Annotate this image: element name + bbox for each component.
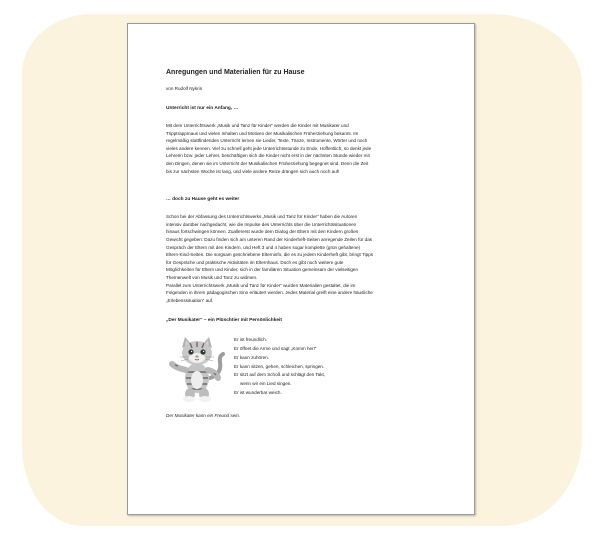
- document-page: [127, 23, 475, 515]
- section-heading-1: Unterricht ist nur ein Anfang, …: [166, 106, 239, 111]
- closing-line: Der Musikater kann ein Freund sein.: [166, 413, 241, 419]
- poem-line: wenn wir ein Lied singen.: [240, 381, 292, 387]
- section-heading-2: … doch zu Hause geht es weiter: [166, 197, 240, 203]
- poem-line: Er sitzt auf dem Schoß und schlägt den Takt,: [234, 372, 326, 378]
- document-author: von Rudolf Nykrin: [166, 86, 203, 91]
- section-heading-3: „Der Musikater“ – ein Plüschtier mit Persönlichkeit: [166, 318, 282, 324]
- plush-cat-image: [166, 334, 228, 404]
- poem-line: Er ist freundlich.: [234, 337, 267, 343]
- section-paragraph-1: Mit dem Unterrichtswerk „Musik und Tanz für Kinder“ werden die Kinder mit Musikater und Tripptrappmaus und vielen Inhalten und Motiven der Musikalischen Früherziehung bekannt. Im regelmäßig stattfindenden Unterricht lernen sie Lieder, Texte, Tänze, Instrumente, Wörter und noch vieles andere kennen. Viel zu schnell geht jede Unterrichtsstunde zu Ende. Hoffentlich, so denkt jede Lehrerin bzw. jeder Lehrer, beschäftigen sich die Kinder nicht erst in der nächsten Stunde wieder mit den Dingen, denen sie im Unterricht der Musikalischen Früherziehung begegnet sind. Denn die Zeit bis zur nächsten Woche ist lang, und viele andere Reize drängen sich auch noch auf!: [166, 123, 372, 174]
- poem-line: Er ist wunderbar weich.: [234, 390, 282, 396]
- poem-line: Er kann zuhören.: [234, 354, 269, 360]
- document-title: Anregungen und Materialien für zu Hause: [166, 69, 305, 76]
- section-paragraph-2: Schon bei der Abfassung des Unterrichtswerks „Musik und Tanz für Kinder“ haben die Autoren intensiv darüber nachgedacht, wie die Impulse des Unterrichts über die Unterrichtssituationen hinaus fortschwingen können. Zuallererst wurde dem Dialog der Eltern mit den Kindern großes Gewicht gegeben: Dazu finden sich am unteren Rand der Kinderheft-Seiten anregende Zeilen für das Gespräch der Eltern mit den Kindern, und Heft 3 und 4 haben sogar komplette (grün gehaltene) Eltern-Kind-Seiten. Die sorgsam geschriebene Elterninfo, die es zu jedem Kinderheft gibt, bringt Tipps für Gespräche und praktische Aktivitäten im Elternhaus. Doch es gibt noch weitere gute Möglichkeiten für Eltern und Kinder, sich in der familiären Situation gemeinsam der vielseitigen Themenwelt von Musik und Tanz zu widmen. Parallel zum Unterrichtswerk „Musik und Tanz für Kinder“ wurden Materialien gestaltet, die im Folgenden in ihrem pädagogischen Sinn erläutert werden. Jedes Material greift eine andere häusliche „Erlebenssituation“ auf.: [166, 214, 374, 303]
- poem-line: Er kann sitzen, gehen, schleichen, springen.: [234, 363, 325, 369]
- poem-lines: [234, 336, 325, 398]
- musikater-block: [166, 334, 462, 412]
- poem-line: Er öffnet die Arme und sagt „Komm her!“: [234, 346, 317, 352]
